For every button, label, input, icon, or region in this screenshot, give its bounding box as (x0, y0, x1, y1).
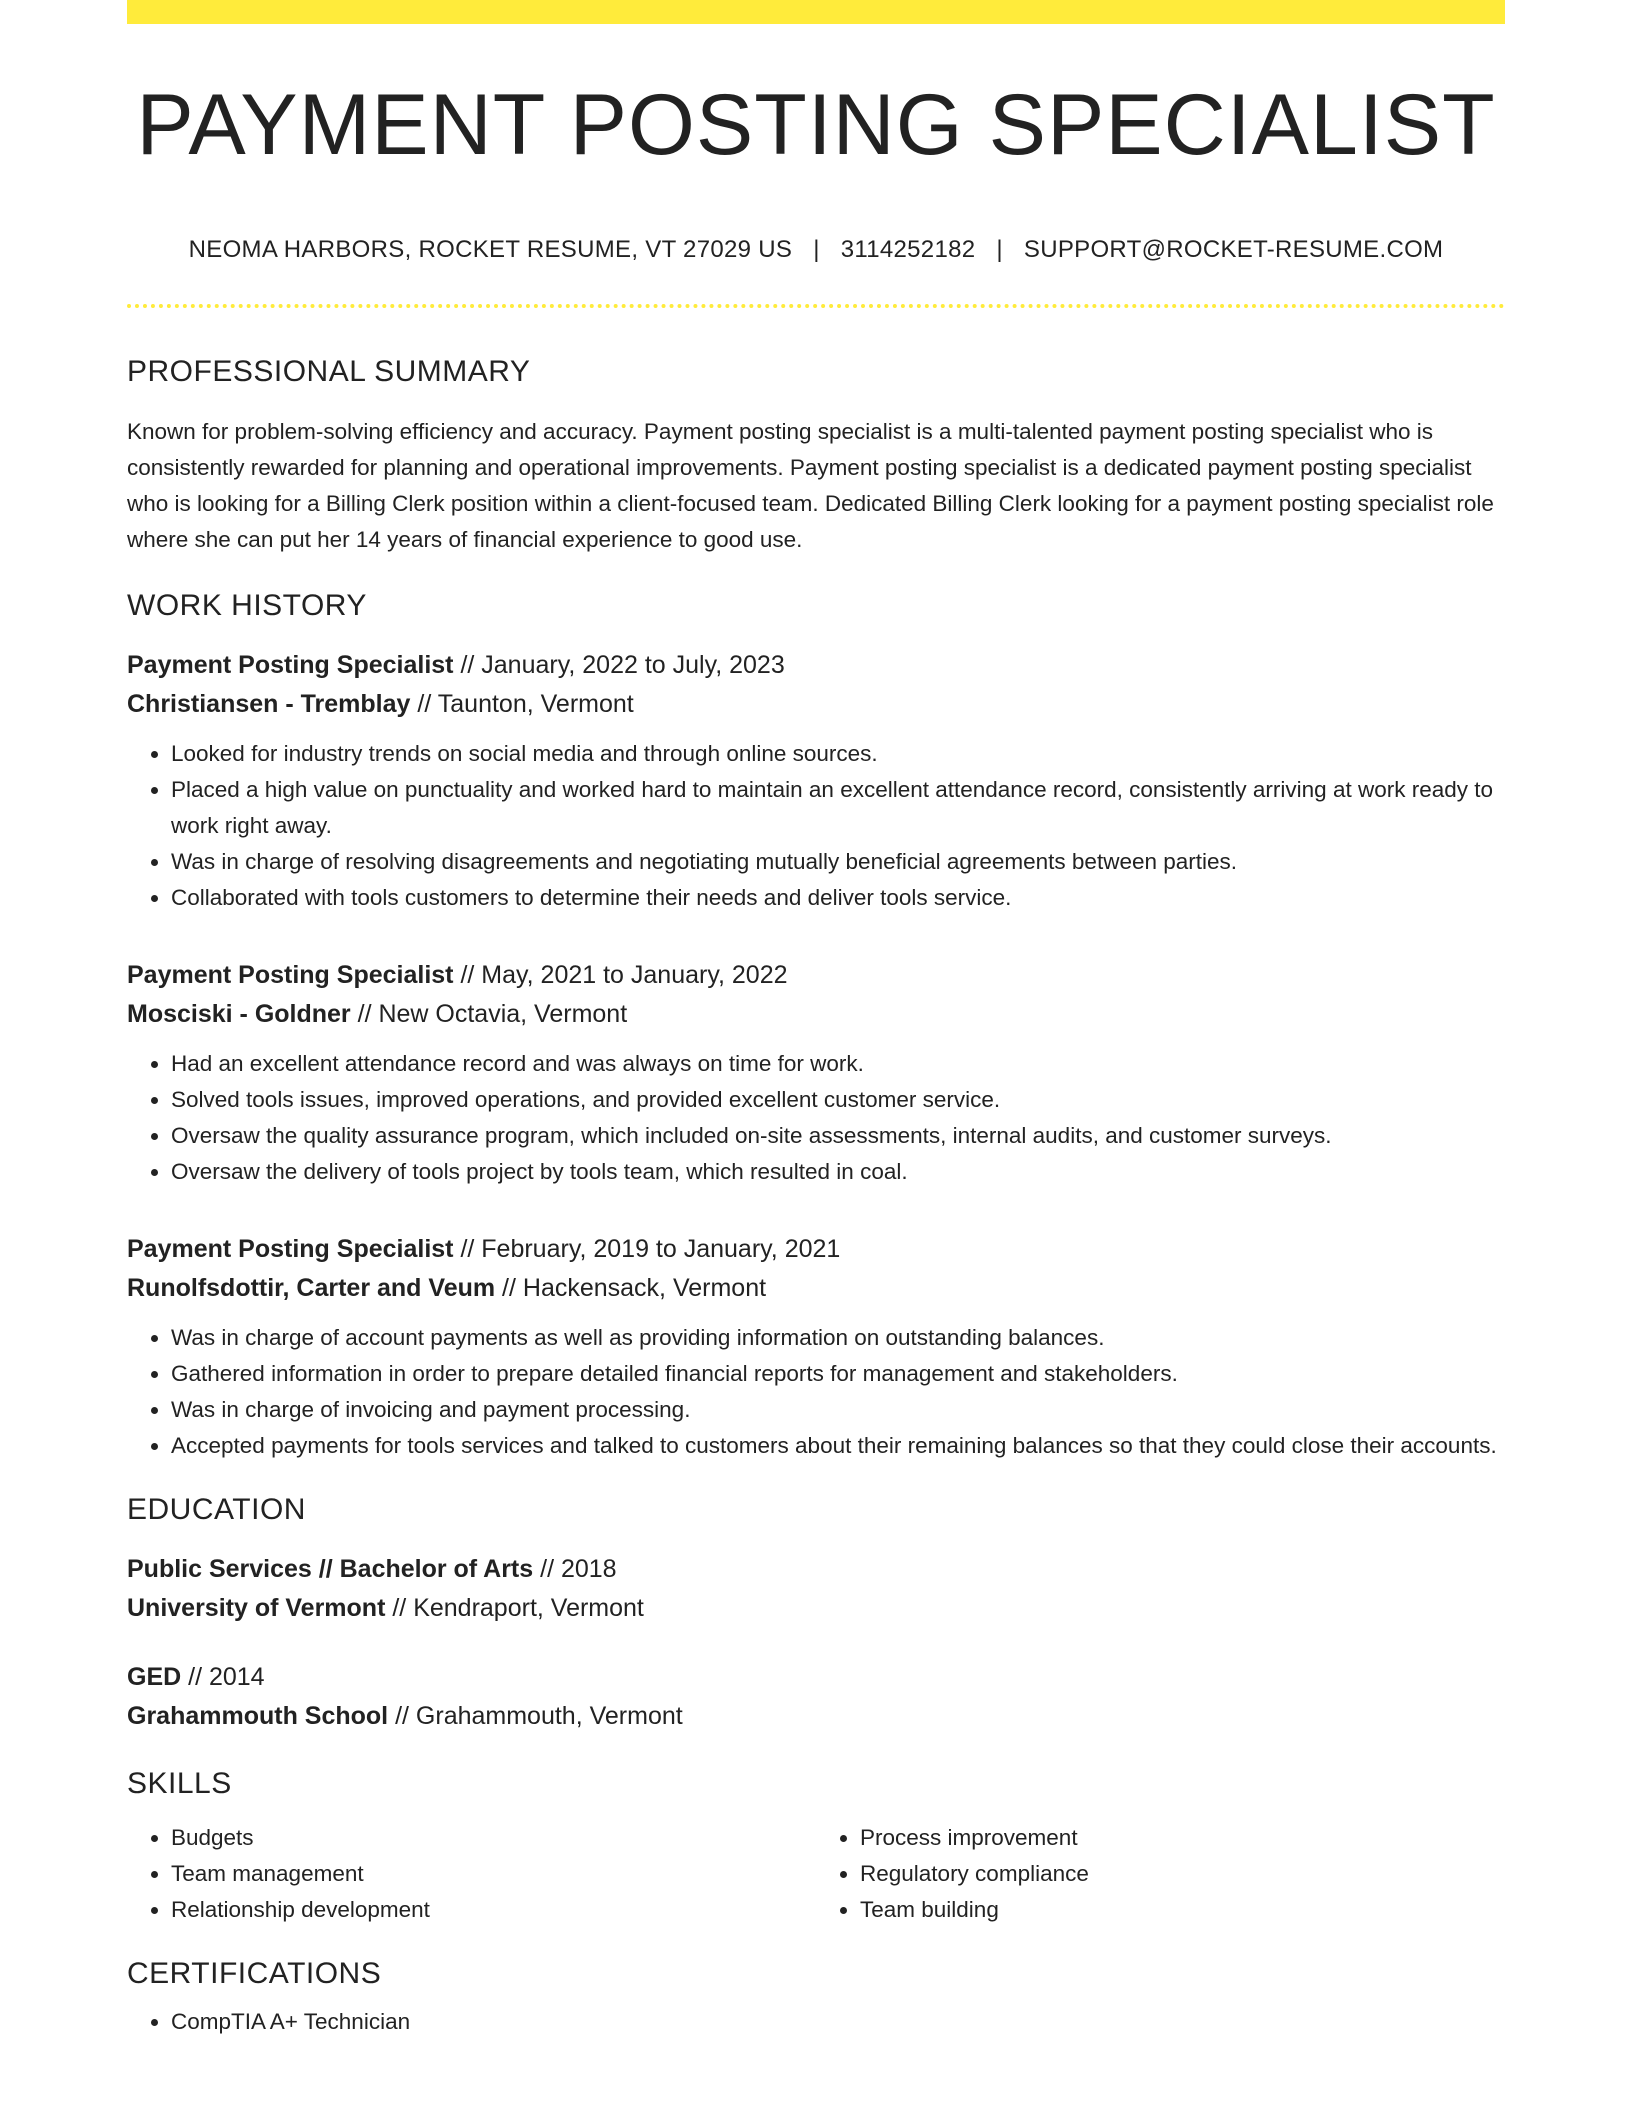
education-year: // 2018 (533, 1555, 617, 1583)
education-entry (127, 1658, 1505, 1736)
resume-title: PAYMENT POSTING SPECIALIST (136, 77, 1496, 173)
skills-heading: SKILLS (127, 1767, 232, 1800)
job-title-line (127, 956, 1505, 995)
job-company-line (127, 995, 1505, 1034)
list-item: • Relationship development (171, 1892, 816, 1928)
education-school-line (127, 1697, 1505, 1736)
education-degree: GED (127, 1663, 182, 1691)
education-degree-line (127, 1658, 1505, 1697)
contact-address: NEOMA HARBORS, ROCKET RESUME, VT 27029 US (188, 236, 793, 263)
job-location: // New Octavia, Vermont (350, 1000, 628, 1028)
job-company-line (127, 1269, 1505, 1308)
skills-columns (127, 1820, 1505, 1928)
job-bullets (127, 736, 1505, 916)
job-dates: // January, 2022 to July, 2023 (453, 651, 785, 679)
job-dates: // February, 2019 to January, 2021 (453, 1235, 841, 1263)
job-role: Payment Posting Specialist (127, 961, 454, 989)
job-entry (127, 1230, 1505, 1464)
list-item: • Placed a high value on punctuality and worked hard to maintain an excellent attendance record, consistently arriving at work ready to work right away. (171, 772, 1505, 844)
education-heading: EDUCATION (127, 1493, 306, 1526)
job-entry (127, 646, 1505, 916)
list-item: • CompTIA A+ Technician (171, 2004, 1505, 2040)
job-title-line (127, 646, 1505, 685)
list-item: • Was in charge of invoicing and payment processing. (171, 1392, 1505, 1428)
summary-heading: PROFESSIONAL SUMMARY (127, 355, 531, 388)
contact-email: SUPPORT@ROCKET-RESUME.COM (1023, 236, 1444, 263)
contact-line (127, 236, 1505, 264)
education-degree-line (127, 1550, 1505, 1589)
dotted-divider (127, 304, 1505, 308)
list-item: • Team management (171, 1856, 816, 1892)
job-role: Payment Posting Specialist (127, 651, 454, 679)
list-item: • Was in charge of account payments as well as providing information on outstanding balances. (171, 1320, 1505, 1356)
list-item: • Was in charge of resolving disagreements and negotiating mutually beneficial agreements between parties. (171, 844, 1505, 880)
job-company-line (127, 685, 1505, 724)
job-title-line (127, 1230, 1505, 1269)
list-item: • Had an excellent attendance record and was always on time for work. (171, 1046, 1505, 1082)
certifications-list (127, 2004, 1505, 2040)
certifications-heading: CERTIFICATIONS (127, 1957, 382, 1990)
list-item: • Process improvement (860, 1820, 1505, 1856)
education-location: // Kendraport, Vermont (385, 1594, 644, 1622)
job-bullets (127, 1320, 1505, 1464)
education-year: // 2014 (181, 1663, 265, 1691)
list-item: • Oversaw the quality assurance program, which included on-site assessments, internal audits, and customer surveys. (171, 1118, 1505, 1154)
resume-page (127, 0, 1505, 2040)
job-entry (127, 956, 1505, 1190)
contact-separator: | (813, 236, 820, 263)
list-item: • Oversaw the delivery of tools project by tools team, which resulted in coal. (171, 1154, 1505, 1190)
job-bullets (127, 1046, 1505, 1190)
job-location: // Hackensack, Vermont (495, 1274, 767, 1302)
education-school: Grahammouth School (127, 1702, 389, 1730)
list-item: • Looked for industry trends on social media and through online sources. (171, 736, 1505, 772)
top-accent-bar (127, 0, 1505, 24)
education-location: // Grahammouth, Vermont (388, 1702, 683, 1730)
list-item: • Accepted payments for tools services and talked to customers about their remaining balances so that they could close their accounts. (171, 1428, 1505, 1464)
job-role: Payment Posting Specialist (127, 1235, 454, 1263)
job-dates: // May, 2021 to January, 2022 (453, 961, 788, 989)
skills-list-right (816, 1820, 1505, 1928)
list-item: • Collaborated with tools customers to determine their needs and deliver tools service. (171, 880, 1505, 916)
education-degree: Public Services // Bachelor of Arts (127, 1555, 534, 1583)
contact-separator: | (996, 236, 1003, 263)
list-item: • Regulatory compliance (860, 1856, 1505, 1892)
list-item: • Gathered information in order to prepare detailed financial reports for management and stakeholders. (171, 1356, 1505, 1392)
education-school: University of Vermont (127, 1594, 386, 1622)
job-company: Runolfsdottir, Carter and Veum (127, 1274, 496, 1302)
contact-phone: 3114252182 (840, 236, 976, 263)
list-item: • Solved tools issues, improved operations, and provided excellent customer service. (171, 1082, 1505, 1118)
education-school-line (127, 1589, 1505, 1628)
work-history-heading: WORK HISTORY (127, 589, 367, 622)
summary-text: Known for problem-solving efficiency and accuracy. Payment posting specialist is a multi-talented payment posting specialist who is consistently rewarded for planning and operational improvements. Payment posting specialist is a dedicated payment posting specialist who is looking for a Billing Clerk position within a client-focused team. Dedicated Billing Clerk looking for a payment posting specialist role where she can put her 14 years of financial experience to good use. (127, 419, 1494, 552)
skills-list-left (127, 1820, 816, 1928)
education-entry (127, 1550, 1505, 1628)
job-location: // Taunton, Vermont (410, 690, 634, 718)
job-company: Christiansen - Tremblay (127, 690, 411, 718)
job-company: Mosciski - Goldner (127, 1000, 351, 1028)
list-item: • Team building (860, 1892, 1505, 1928)
list-item: • Budgets (171, 1820, 816, 1856)
